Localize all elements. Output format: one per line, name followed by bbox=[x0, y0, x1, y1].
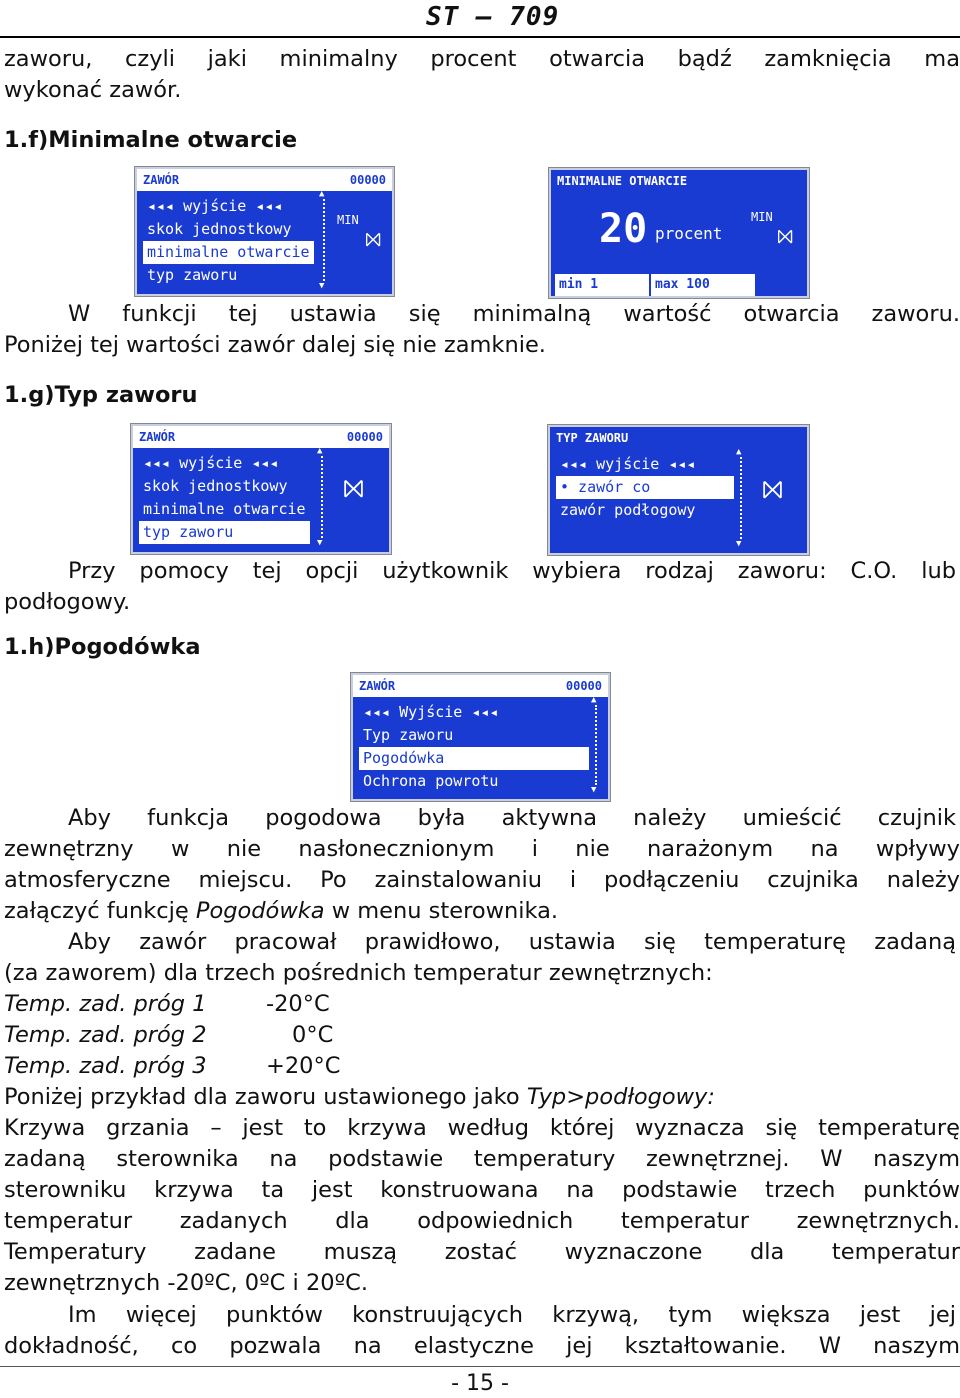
menu-item-valve-type[interactable]: typ zaworu bbox=[147, 266, 238, 284]
doc-header: ST – 709 bbox=[426, 2, 560, 32]
valve-icon: ⨝ bbox=[365, 227, 382, 251]
para-h-line2: zewnętrzny w nie nasłonecznionym i nie narażonym na wpływy bbox=[4, 836, 960, 862]
threshold-label: Temp. zad. próg 3 bbox=[4, 1053, 207, 1079]
text-run: w menu sterownika. bbox=[324, 898, 559, 924]
lcd-code: 00000 bbox=[346, 430, 383, 444]
para-h-line1: Aby funkcja pogodowa była aktywna należy umieścić czujnik bbox=[68, 805, 956, 831]
threshold-value: +20°C bbox=[266, 1053, 341, 1079]
text-run: Poniżej przykład dla zaworu ustawionego jako bbox=[4, 1084, 527, 1110]
lcd-menu bbox=[143, 195, 314, 287]
text-run-italic: Pogodówka bbox=[195, 898, 325, 924]
min-label: MIN bbox=[337, 213, 359, 227]
para-l-line1: Im więcej punktów konstruujących krzywą, tym większa jest jej bbox=[68, 1302, 956, 1328]
valve-icon: ⨝ bbox=[762, 475, 784, 505]
lcd-title: ZAWÓR bbox=[139, 430, 176, 444]
para-h-line4 bbox=[4, 896, 558, 927]
para-h5-line2: (za zaworem) dla trzech pośrednich temperatur zewnętrznych: bbox=[4, 960, 713, 986]
para-l-line2: dokładność, co pozwala na elastyczne jej kształtowanie. W naszym bbox=[4, 1333, 960, 1359]
min-limit: min 1 bbox=[555, 274, 649, 296]
threshold-value: 0°C bbox=[292, 1022, 334, 1048]
threshold-value: -20°C bbox=[266, 991, 330, 1017]
min-opening-unit: procent bbox=[655, 224, 723, 243]
menu-item-exit[interactable]: ◂◂◂ wyjście ◂◂◂ bbox=[560, 455, 696, 473]
menu-item-min-opening[interactable]: minimalne otwarcie bbox=[143, 500, 306, 518]
lcd-menu bbox=[359, 701, 589, 793]
menu-item-return-protection[interactable]: Ochrona powrotu bbox=[363, 772, 499, 790]
lcd-title: MINIMALNE OTWARCIE bbox=[557, 174, 688, 188]
para-g-line1: Przy pomocy tej opcji użytkownik wybiera rodzaj zaworu: C.O. lub bbox=[68, 558, 956, 584]
lcd-title-bar bbox=[550, 427, 807, 449]
para-k-line3: sterowniku krzywa ta jest konstruowana na podstawie trzech punktów bbox=[4, 1177, 960, 1203]
example-line bbox=[4, 1082, 715, 1113]
text-run: załączyć funkcję bbox=[4, 898, 196, 924]
menu-item-valve-type[interactable]: typ zaworu bbox=[139, 521, 310, 544]
section-1f-heading: 1.f)Minimalne otwarcie bbox=[4, 127, 298, 153]
threshold-label: Temp. zad. próg 1 bbox=[4, 991, 207, 1017]
lcd-scrollbar[interactable] bbox=[323, 199, 325, 281]
min-label: MIN bbox=[751, 210, 773, 224]
para-k-line5: Temperatury zadane muszą zostać wyznaczone dla temperatur bbox=[4, 1239, 960, 1265]
menu-item-exit[interactable]: ◂◂◂ wyjście ◂◂◂ bbox=[143, 454, 279, 472]
para-h-line3: atmosferyczne miejscu. Po zainstalowaniu i podłączeniu czujnika należy bbox=[4, 867, 960, 893]
valve-icon: ⨝ bbox=[777, 224, 794, 248]
menu-item-exit[interactable]: ◂◂◂ wyjście ◂◂◂ bbox=[147, 197, 283, 215]
para-k-line1: Krzywa grzania – jest to krzywa według której wyznacza się temperaturę bbox=[4, 1115, 960, 1141]
threshold-row-3 bbox=[4, 1051, 340, 1082]
menu-item-step[interactable]: skok jednostkowy bbox=[147, 220, 292, 238]
lcd-menu bbox=[556, 453, 734, 522]
lcd-valve-type bbox=[548, 425, 809, 555]
lcd-title-bar bbox=[551, 170, 807, 192]
para-g-line2: podłogowy. bbox=[4, 589, 131, 615]
para-top-line1: zaworu, czyli jaki minimalny procent otwarcia bądź zamknięcia ma bbox=[4, 46, 960, 72]
lcd-valve-menu-1 bbox=[135, 167, 394, 296]
lcd-title: TYP ZAWORU bbox=[556, 431, 629, 445]
lcd-title-bar bbox=[353, 675, 608, 697]
menu-item-min-opening[interactable]: minimalne otwarcie bbox=[143, 241, 314, 264]
lcd-scrollbar[interactable] bbox=[321, 456, 323, 538]
para-f-line2: Poniżej tej wartości zawór dalej się nie zamknie. bbox=[4, 332, 546, 358]
para-k-line6: zewnętrznych -20ºC, 0ºC i 20ºC. bbox=[4, 1270, 369, 1296]
para-h5-line1: Aby zawór pracował prawidłowo, ustawia się temperaturę zadaną bbox=[68, 929, 956, 955]
threshold-row-1 bbox=[4, 989, 330, 1020]
para-top-line2: wykonać zawór. bbox=[4, 77, 182, 103]
lcd-title-bar bbox=[137, 169, 392, 191]
menu-item-valve-type[interactable]: Typ zaworu bbox=[363, 726, 454, 744]
lcd-title-bar bbox=[133, 426, 389, 448]
section-1h-heading: 1.h)Pogodówka bbox=[4, 634, 201, 660]
section-1g-heading: 1.g)Typ zaworu bbox=[4, 382, 198, 408]
lcd-code: 00000 bbox=[349, 173, 386, 187]
threshold-row-2 bbox=[4, 1020, 333, 1051]
lcd-valve-menu-2 bbox=[131, 424, 391, 554]
menu-item-valve-co[interactable]: • zawór co bbox=[556, 476, 734, 499]
min-opening-value[interactable]: 20 bbox=[599, 206, 648, 252]
lcd-scrollbar[interactable] bbox=[740, 457, 742, 539]
lcd-valve-menu-3 bbox=[351, 673, 610, 801]
lcd-menu bbox=[139, 452, 310, 544]
footer-rule bbox=[0, 1366, 960, 1367]
lcd-code: 00000 bbox=[565, 679, 602, 693]
text-run-italic: Typ>podłogowy: bbox=[526, 1084, 715, 1110]
menu-item-weather[interactable]: Pogodówka bbox=[359, 747, 589, 770]
page-number: - 15 - bbox=[451, 1371, 509, 1396]
header-rule bbox=[0, 36, 960, 38]
lcd-min-opening bbox=[549, 168, 809, 298]
valve-icon: ⨝ bbox=[343, 474, 365, 504]
threshold-label: Temp. zad. próg 2 bbox=[4, 1022, 207, 1048]
lcd-title: ZAWÓR bbox=[359, 679, 396, 693]
max-limit: max 100 bbox=[651, 274, 755, 296]
para-k-line2: zadaną sterownika na podstawie temperatury zewnętrznej. W naszym bbox=[4, 1146, 960, 1172]
para-f-line1: W funkcji tej ustawia się minimalną wartość otwarcia zaworu. bbox=[68, 301, 960, 327]
lcd-title: ZAWÓR bbox=[143, 173, 180, 187]
para-k-line4: temperatur zadanych dla odpowiednich temperatur zewnętrznych. bbox=[4, 1208, 960, 1234]
lcd-scrollbar[interactable] bbox=[595, 705, 597, 785]
menu-item-exit[interactable]: ◂◂◂ Wyjście ◂◂◂ bbox=[363, 703, 499, 721]
menu-item-step[interactable]: skok jednostkowy bbox=[143, 477, 288, 495]
menu-item-valve-floor[interactable]: zawór podłogowy bbox=[560, 501, 696, 519]
